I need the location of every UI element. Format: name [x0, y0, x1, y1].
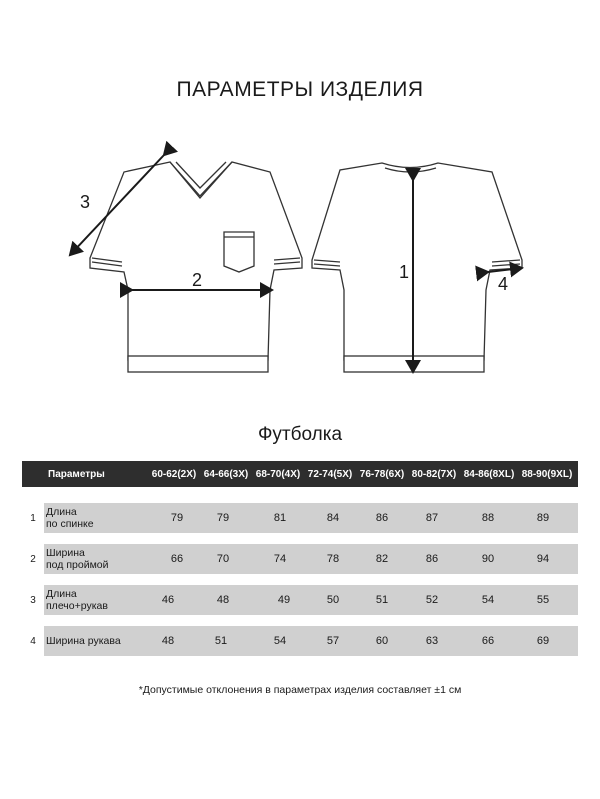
cell-value: 48 [216, 594, 230, 606]
cell-value: 48 [161, 635, 175, 647]
row-number: 1 [22, 503, 44, 533]
cell-value: 66 [481, 635, 495, 647]
measure-label-3: 3 [80, 192, 91, 212]
cell-value: 57 [326, 635, 340, 647]
cell-value: 78 [326, 553, 340, 565]
cell-value: 66 [170, 553, 184, 565]
cell-value: 79 [216, 512, 230, 524]
size-header: 72-74(5X) [307, 468, 353, 480]
cell-value: 86 [425, 553, 439, 565]
cell-value: 54 [481, 594, 495, 606]
table-row [22, 626, 578, 656]
size-header: 60-62(2X) [151, 468, 197, 480]
cell-value: 81 [273, 512, 287, 524]
cell-value: 90 [481, 553, 495, 565]
cell-value: 86 [375, 512, 389, 524]
cell-value: 51 [214, 635, 228, 647]
row-label: Длина по спинке [46, 506, 94, 530]
measure-label-4: 4 [498, 274, 509, 294]
table-header [22, 461, 578, 487]
cell-value: 50 [326, 594, 340, 606]
cell-value: 54 [273, 635, 287, 647]
row-number: 4 [22, 626, 44, 656]
size-header: 76-78(6X) [359, 468, 405, 480]
size-header: 84-86(8XL) [463, 468, 515, 480]
cell-value: 55 [536, 594, 550, 606]
table-row [22, 503, 578, 533]
row-number: 3 [22, 585, 44, 615]
measure-label-2: 2 [192, 270, 203, 290]
table-row [22, 585, 578, 615]
page-title: ПАРАМЕТРЫ ИЗДЕЛИЯ [176, 78, 424, 101]
product-title: Футболка [257, 424, 343, 445]
cell-value: 63 [425, 635, 439, 647]
row-label: Длина плечо+рукав [46, 588, 108, 612]
cell-value: 52 [425, 594, 439, 606]
tshirt-front [90, 162, 302, 372]
size-header: 68-70(4X) [255, 468, 301, 480]
table-row [22, 544, 578, 574]
tshirt-back [312, 163, 522, 372]
size-header: 80-82(7X) [411, 468, 457, 480]
cell-value: 94 [536, 553, 550, 565]
size-header: 88-90(9XL) [521, 468, 573, 480]
cell-value: 88 [481, 512, 495, 524]
cell-value: 70 [216, 553, 230, 565]
size-table [22, 461, 578, 656]
cell-value: 60 [375, 635, 389, 647]
cell-value: 46 [161, 594, 175, 606]
row-label: Ширина рукава [46, 635, 121, 647]
cell-value: 84 [326, 512, 340, 524]
row-number: 2 [22, 544, 44, 574]
row-label: Ширина под проймой [46, 547, 109, 571]
cell-value: 79 [170, 512, 184, 524]
measure-label-1: 1 [399, 262, 410, 282]
tolerance-note: *Допустимые отклонения в параметрах изделия составляет ±1 см [138, 684, 462, 696]
cell-value: 69 [536, 635, 550, 647]
cell-value: 82 [375, 553, 389, 565]
cell-value: 51 [375, 594, 389, 606]
cell-value: 49 [277, 594, 291, 606]
tshirt-diagram [0, 140, 600, 390]
size-header: 64-66(3X) [203, 468, 249, 480]
cell-value: 89 [536, 512, 550, 524]
header-label: Параметры [48, 468, 105, 480]
cell-value: 87 [425, 512, 439, 524]
cell-value: 74 [273, 553, 287, 565]
